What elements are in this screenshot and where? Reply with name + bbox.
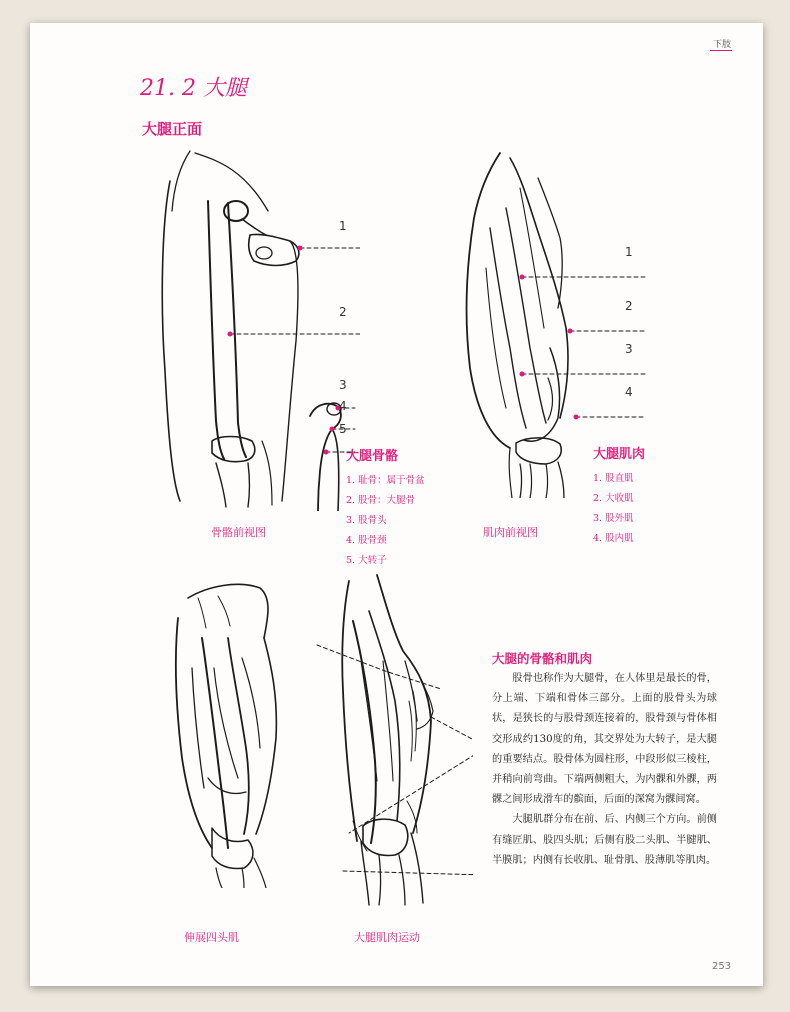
figure-quad-extension <box>168 578 308 888</box>
thigh-motion-sketch <box>313 571 473 911</box>
muscle-marker-1: 1 <box>625 245 633 259</box>
marker-dot-2 <box>228 332 233 337</box>
bone-marker-3: 3 <box>339 378 347 392</box>
bone-marker-5: 5 <box>339 422 347 436</box>
legend-bones <box>346 445 425 571</box>
legend-muscles-item: 2. 大收肌 <box>593 493 634 504</box>
motion-line-upper-right <box>431 717 473 747</box>
marker-dot-4 <box>330 427 335 432</box>
figure-bone-front <box>150 141 360 511</box>
chapter-tab-underline <box>710 50 732 51</box>
body-paragraph: 股骨也称作为大腿骨，在人体里是最长的骨，分上端、下端和骨体三部分。上面的股骨头为球状，是狭长的与股骨颈连接着的，股骨颈与骨体相交形成约130度的角，其交界处为大转子，是大腿的重要结点。股骨体为圆柱形，中段形似三棱柱，并稍向前弯曲。下端两侧粗大，为内髁和外髁，两髁之间形成滑车的髌面，后面的深窝为髁间窝。 <box>492 673 717 806</box>
caption-bone-front: 骨骼前视图 <box>211 526 266 539</box>
body-paragraph: 大腿肌群分布在前、后、内侧三个方向。前侧有缝匠肌、股四头肌；后侧有股二头肌、半腱肌、半膜肌；内侧有长收肌、耻骨肌、股薄肌等肌肉。 <box>492 814 717 866</box>
bone-front-sketch <box>150 141 360 511</box>
muscle-marker-2: 2 <box>625 299 633 313</box>
caption-thigh-motion: 大腿肌肉运动 <box>354 931 420 944</box>
marker-dot-1 <box>298 246 303 251</box>
marker-dot-5 <box>324 450 329 455</box>
section-title: 21. 2 大腿 <box>140 76 247 101</box>
motion-line-base <box>343 871 473 875</box>
body-text <box>492 669 717 871</box>
legend-bones-title: 大腿骨骼 <box>346 449 399 464</box>
bone-marker-1: 1 <box>339 219 347 233</box>
legend-bones-item: 3. 股骨头 <box>346 515 387 526</box>
legend-bones-item: 4. 股骨颈 <box>346 535 387 546</box>
marker-dot-4 <box>574 415 579 420</box>
subsection-title: 大腿正面 <box>142 120 203 138</box>
legend-bones-item: 1. 耻骨：属于骨盆 <box>346 475 425 486</box>
legend-bones-item: 5. 大转子 <box>346 555 387 566</box>
caption-quad-extension: 伸展四头肌 <box>184 931 239 944</box>
marker-dot-2 <box>568 329 573 334</box>
bone-marker-4: 4 <box>339 399 347 413</box>
quad-extension-sketch <box>168 578 308 888</box>
marker-dot-3 <box>520 372 525 377</box>
body-title: 大腿的骨骼和肌肉 <box>492 651 593 666</box>
book-page <box>30 23 763 986</box>
legend-muscles <box>593 443 645 549</box>
legend-bones-item: 2. 股骨：大腿骨 <box>346 495 416 506</box>
page-number: 253 <box>712 961 732 972</box>
muscle-marker-4: 4 <box>625 385 633 399</box>
chapter-tab: 下肢 <box>713 40 732 50</box>
legend-muscles-item: 3. 股外肌 <box>593 513 634 524</box>
legend-muscles-item: 4. 股内肌 <box>593 533 634 544</box>
caption-muscle-front: 肌肉前视图 <box>483 526 538 539</box>
legend-muscles-title: 大腿肌肉 <box>593 447 646 462</box>
marker-dot-1 <box>520 275 525 280</box>
legend-muscles-item: 1. 股直肌 <box>593 473 634 484</box>
figure-thigh-motion <box>313 571 473 911</box>
muscle-marker-3: 3 <box>625 342 633 356</box>
bone-marker-2: 2 <box>339 305 347 319</box>
